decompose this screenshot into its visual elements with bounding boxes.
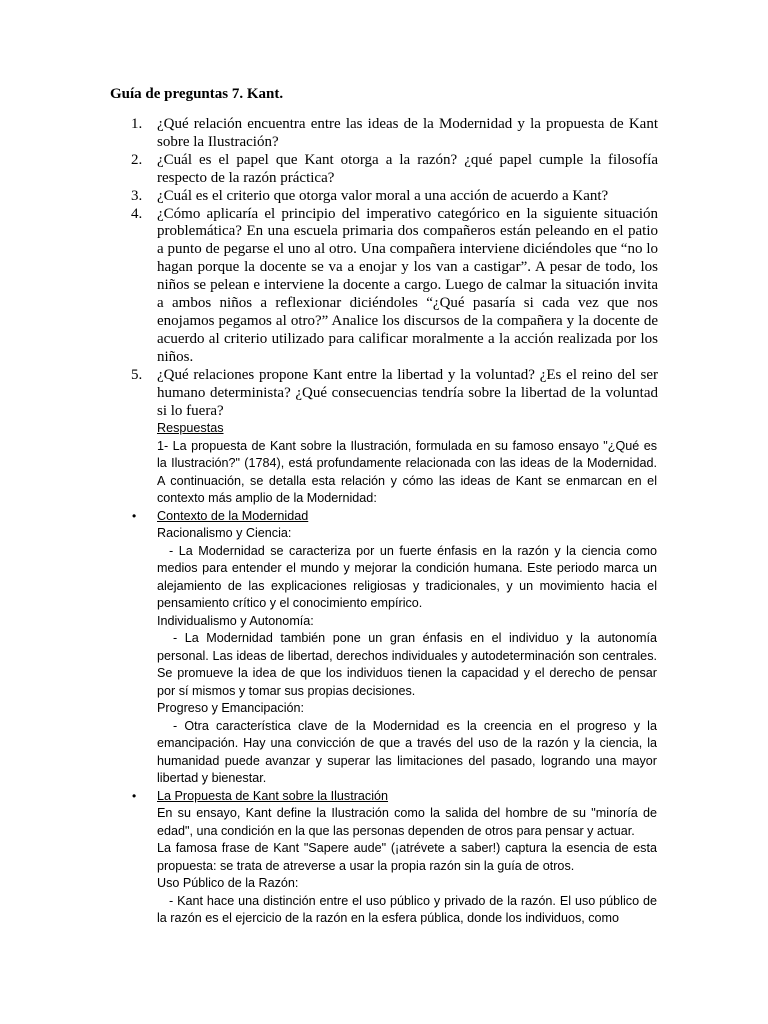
- question-number: 4.: [131, 205, 143, 222]
- question-text: ¿Cómo aplicaría el principio del imperativo categórico en la siguiente situación problemática? En una escuela primaria dos compañeros están peleando en el patio a punto de pegarse el uno al otro. Una compañera interviene diciéndoles que “no lo hagan porque la docente se va a enojar y los van a castigar”. A pesar de todo, los niños se pelean e interviene la docente a cargo. Luego de calmar la situación invita a ambos niños a reflexionar diciéndoles “¿Qué pasaría si cada vez que nos enojamos pegamos al otro?” Analice los discursos de la compañera y la docente de acuerdo al criterio utilizado para calificar moralmente a la acción realizada por los niños.: [157, 205, 658, 365]
- subheading: Uso Público de la Razón:: [157, 876, 299, 890]
- bullet-icon: •: [132, 508, 137, 523]
- section-title: Contexto de la Modernidad: [157, 508, 309, 523]
- subheading: Racionalismo y Ciencia:: [157, 526, 292, 540]
- answers-section: [132, 420, 657, 928]
- section-heading-modernity: [132, 508, 657, 526]
- question-item: [110, 188, 658, 206]
- section-heading-kant: [132, 788, 657, 806]
- question-text: ¿Qué relación encuentra entre las ideas de la Modernidad y la propuesta de Kant sobre la Ilustración?: [157, 116, 658, 150]
- answers-intro: 1- La propuesta de Kant sobre la Ilustración, formulada en su famoso ensayo "¿Qué es la Ilustración?" (1784), está profundamente relacionada con las ideas de la Modernidad. A continuación, se detalla esta relación y cómo las ideas de Kant se enmarcan en el contexto más amplio de la Modernidad:: [157, 438, 657, 505]
- question-number: 2.: [131, 151, 143, 168]
- subheading: Individualismo y Autonomía:: [157, 613, 314, 628]
- question-item: [110, 367, 658, 421]
- question-number: 3.: [131, 187, 143, 204]
- question-item: [110, 116, 658, 152]
- paragraph: La famosa frase de Kant "Sapere aude" (¡atrévete a saber!) captura la esencia de esta propuesta: se trata de atreverse a usar la propia razón sin la guía de otros.: [157, 841, 657, 873]
- question-item: [110, 206, 658, 367]
- bullet-icon: •: [132, 788, 137, 803]
- questions-list: [110, 116, 658, 420]
- question-text: ¿Qué relaciones propone Kant entre la libertad y la voluntad? ¿Es el reino del ser humano determinista? ¿Qué consecuencias tendría sobre la libertad de la voluntad si lo fuera?: [157, 366, 658, 419]
- question-text: ¿Cuál es el papel que Kant otorga a la razón? ¿qué papel cumple la filosofía respecto de la razón práctica?: [157, 151, 658, 186]
- document-title: Guía de preguntas 7. Kant.: [110, 86, 284, 102]
- answers-heading: Respuestas: [157, 421, 224, 435]
- subheading: Progreso y Emancipación:: [157, 701, 304, 715]
- section-title: La Propuesta de Kant sobre la Ilustración: [157, 788, 389, 803]
- paragraph: - Otra característica clave de la Modernidad es la creencia en el progreso y la emancipación. Hay una convicción de que a través del uso de la razón y la ciencia, la humanidad puede avanzar y superar las limitaciones del pasado, logrando una mayor libertad y bienestar.: [157, 718, 657, 785]
- question-item: [110, 152, 658, 188]
- paragraph: - La Modernidad también pone un gran énfasis en el individuo y la autonomía personal. Las ideas de libertad, derechos individuales y autodeterminación son centrales. Se promueve la idea de que los individuos tienen la capacidad y el derecho de pensar por sí mismos y tomar sus propias decisiones.: [157, 631, 657, 698]
- question-number: 1.: [131, 116, 143, 132]
- paragraph: En su ensayo, Kant define la Ilustración como la salida del hombre de su "minoría de edad", una condición en la que las personas dependen de otros para pensar y actuar.: [157, 806, 657, 838]
- question-number: 5.: [131, 366, 143, 383]
- paragraph: - La Modernidad se caracteriza por un fuerte énfasis en la razón y la ciencia como medios para entender el mundo y mejorar la condición humana. Este periodo marca un alejamiento de las explicaciones religiosas y tradicionales, y un movimiento hacia el pensamiento crítico y el conocimiento empírico.: [157, 543, 657, 610]
- paragraph: - Kant hace una distinción entre el uso público y privado de la razón. El uso público de la razón es el ejercicio de la razón en la esfera pública, donde los individuos, como: [157, 893, 657, 925]
- question-text: ¿Cuál es el criterio que otorga valor moral a una acción de acuerdo a Kant?: [157, 187, 609, 204]
